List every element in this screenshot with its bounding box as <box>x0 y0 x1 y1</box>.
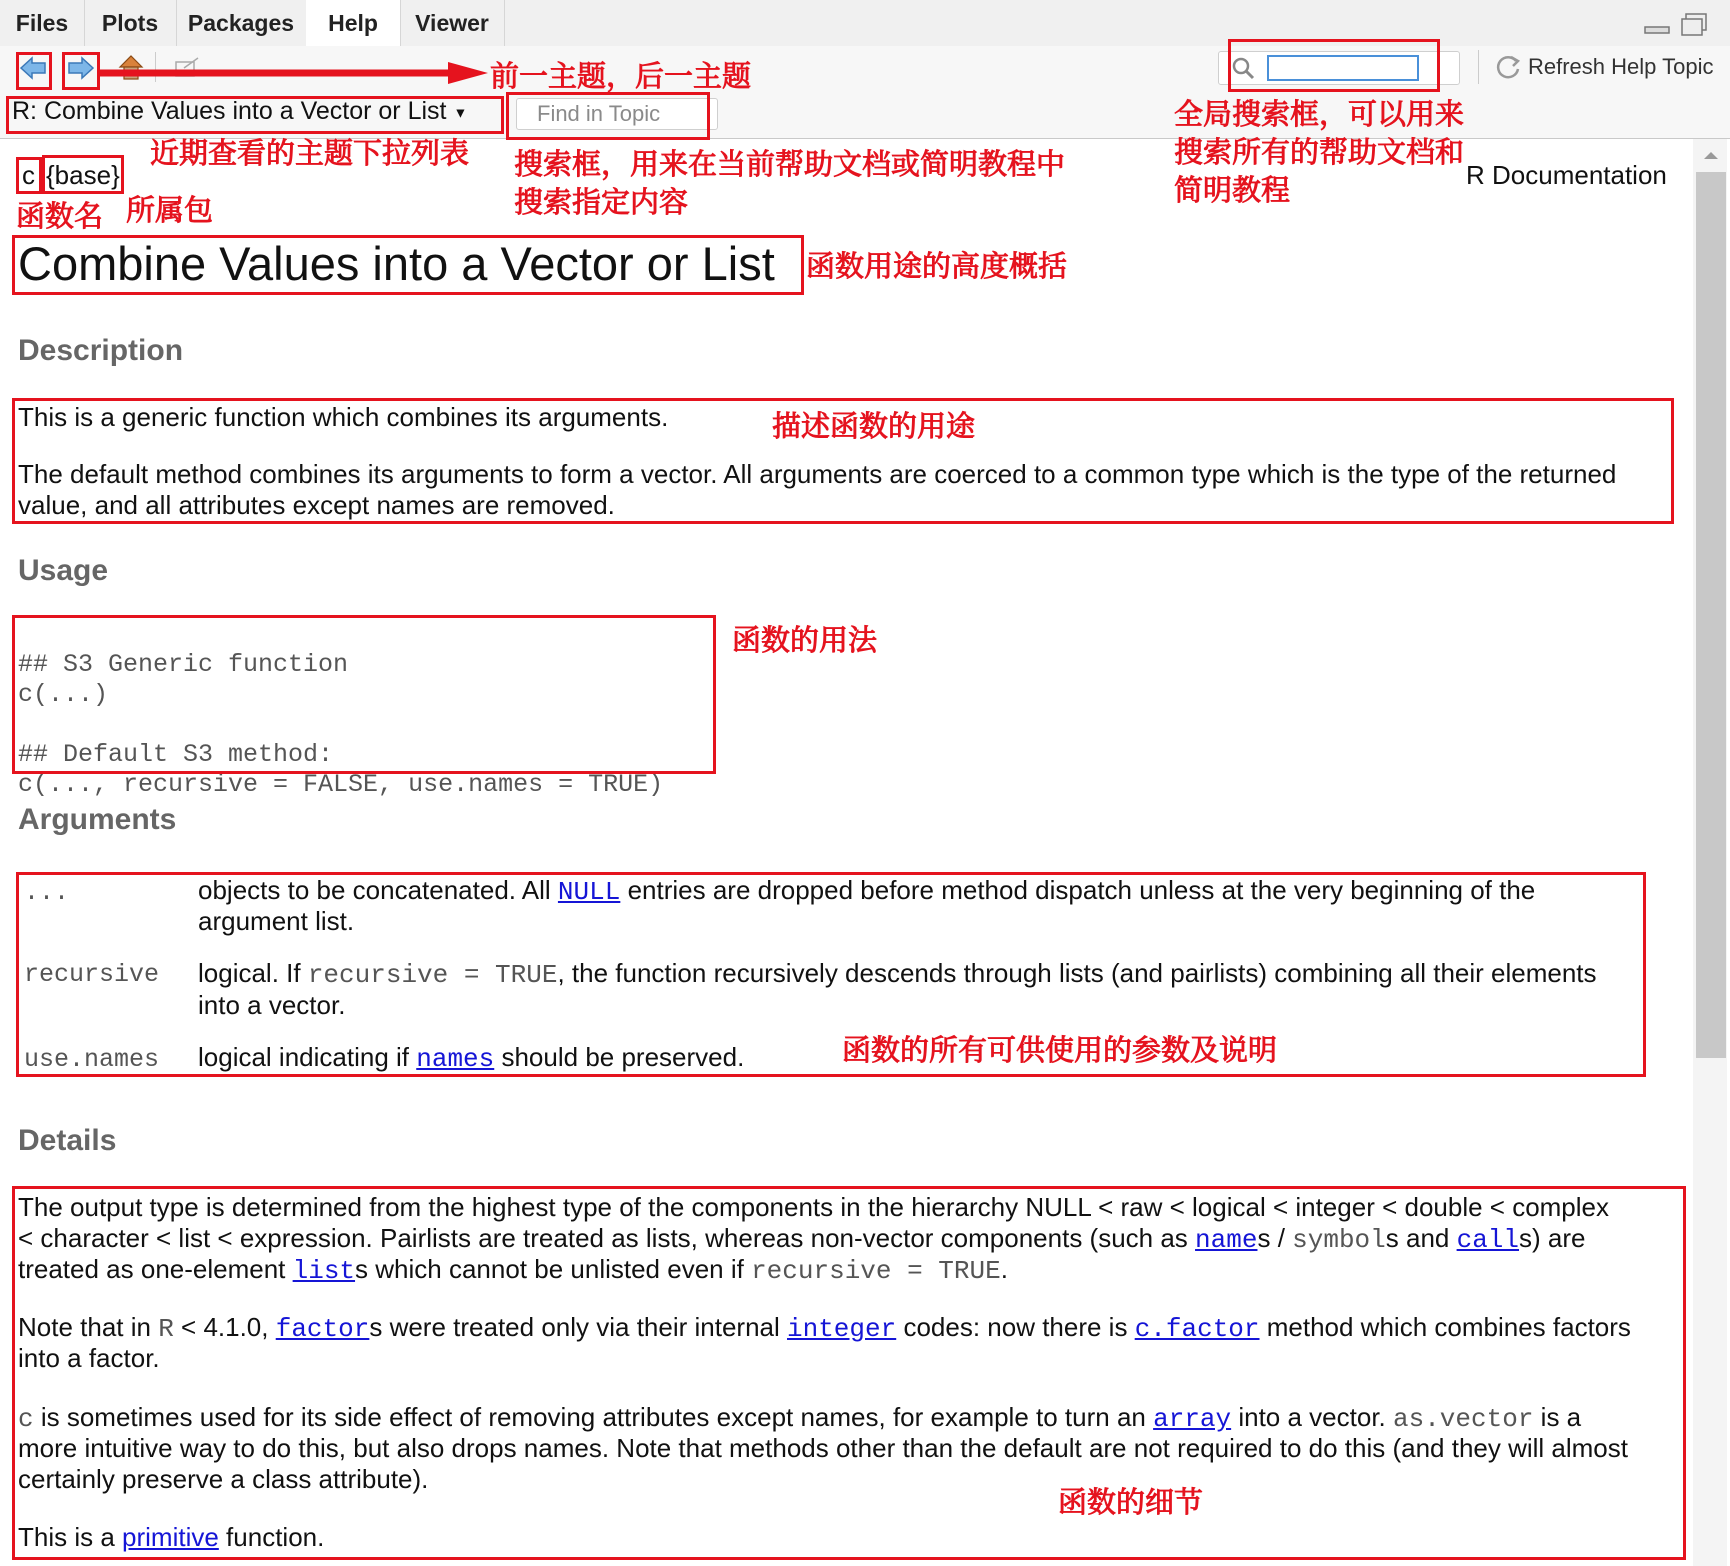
usage-heading: Usage <box>18 554 109 587</box>
details-heading: Details <box>18 1124 117 1157</box>
tab-viewer[interactable]: Viewer <box>400 0 505 46</box>
arg-name: ... <box>24 878 70 907</box>
usage-line: ## Default S3 method: <box>18 740 334 769</box>
arg-text: objects to be concatenated. All <box>198 875 558 905</box>
annotation-description: 描述函数的用途 <box>772 409 976 443</box>
function-name: c <box>22 160 35 190</box>
usage-line: ## S3 Generic function <box>18 650 349 679</box>
details-code: recursive = TRUE <box>751 1256 1001 1286</box>
annotation-box-details <box>12 1186 1686 1560</box>
annotation-box-usage <box>12 615 716 774</box>
annotation-arrow-icon <box>100 62 490 91</box>
r-documentation-label: R Documentation <box>1466 160 1667 190</box>
annotation-box-find-in-topic <box>506 92 710 140</box>
arg-text: , the function recursively descends through lists (and pairlists) combining all their elements <box>557 958 1597 988</box>
usage-line: c(...) <box>18 680 109 709</box>
details-code: R <box>158 1314 174 1344</box>
annotation-package: 所属包 <box>126 193 214 227</box>
annotation-box-back <box>16 52 52 90</box>
details-text: This is a <box>18 1522 123 1552</box>
names-link[interactable]: names <box>416 1044 495 1074</box>
annotation-details: 函数的细节 <box>1058 1485 1204 1519</box>
tab-files[interactable]: Files <box>0 0 85 46</box>
factor-link[interactable]: factor <box>275 1314 370 1344</box>
details-text: s / <box>1257 1223 1293 1253</box>
list-link[interactable]: list <box>292 1256 356 1286</box>
details-text: is sometimes used for its side effect of removing attributes except names, for example to turn an <box>33 1402 1154 1432</box>
toolbar-divider <box>1478 50 1479 84</box>
annotation-fn-name: 函数名 <box>16 199 104 233</box>
details-text: into a vector. <box>1231 1402 1393 1432</box>
minimize-icon[interactable] <box>1644 22 1672 41</box>
package-name: {base} <box>46 160 120 190</box>
description-paragraph-2a: The default method combines its arguments to form a vector. All arguments are coerced to a common type which is the type of the returned <box>18 459 1617 489</box>
details-text: Note that in <box>18 1312 159 1342</box>
arg-text: entries are dropped before method dispatch unless at the very beginning of the <box>620 875 1536 905</box>
details-text: method which combines factors <box>1259 1312 1631 1342</box>
usage-line: c(..., recursive = FALSE, use.names = TRUE) <box>18 770 664 799</box>
tab-packages[interactable]: Packages <box>176 0 307 46</box>
arg-text: should be preserved. <box>494 1042 745 1072</box>
details-text: s) are <box>1519 1223 1586 1253</box>
annotation-box-forward <box>62 52 100 90</box>
annotation-find-topic: 搜索指定内容 <box>514 185 689 219</box>
annotation-box-arguments <box>16 872 1646 1077</box>
details-text: function. <box>218 1522 325 1552</box>
arg-name: recursive <box>24 960 160 989</box>
arg-code: recursive = TRUE <box>307 960 558 990</box>
annotation-title: 函数用途的高度概括 <box>806 249 1068 283</box>
page-title: Combine Values into a Vector or List <box>18 237 775 290</box>
annotation-global-search: 搜索所有的帮助文档和 <box>1174 135 1465 169</box>
annotation-box-title <box>12 235 804 295</box>
annotation-recent-topics: 近期查看的主题下拉列表 <box>150 136 470 170</box>
arguments-heading: Arguments <box>18 803 177 836</box>
arg-description-cont: argument list. <box>198 906 355 936</box>
details-text: . <box>1000 1254 1008 1284</box>
annotation-nav: 前一主题，后一主题 <box>490 59 752 93</box>
details-text: < 4.1.0, <box>173 1312 276 1342</box>
refresh-help-topic-button[interactable]: Refresh Help Topic <box>1528 54 1714 79</box>
call-link[interactable]: call <box>1456 1225 1520 1255</box>
details-text: s were treated only via their internal <box>369 1312 787 1342</box>
details-text: codes: now there is <box>896 1312 1135 1342</box>
annotation-box-global-search <box>1228 39 1440 92</box>
pane-tab-bar <box>0 0 1730 47</box>
details-line: The output type is determined from the highest type of the components in the hierarchy NULL < raw < logical < integer < double < complex <box>18 1192 1610 1222</box>
array-link[interactable]: array <box>1153 1404 1232 1434</box>
description-paragraph-1: This is a generic function which combines its arguments. <box>18 402 669 432</box>
chevron-down-icon: ▼ <box>453 104 468 121</box>
arg-text: logical. If <box>198 958 308 988</box>
details-text: < character < list < expression. Pairlists are treated as lists, whereas non-vector components (such as <box>18 1223 1196 1253</box>
description-paragraph-2b: value, and all attributes except names are removed. <box>18 490 615 520</box>
annotation-find-topic: 搜索框，用来在当前帮助文档或简明教程中 <box>514 147 1066 181</box>
annotation-box-package <box>42 155 124 194</box>
annotation-usage: 函数的用法 <box>732 623 878 657</box>
details-line: certainly preserve a class attribute). <box>18 1464 429 1494</box>
name-link[interactable]: name <box>1195 1225 1258 1255</box>
maximize-icon[interactable] <box>1680 12 1710 43</box>
annotation-box-fn-name <box>16 157 42 194</box>
annotation-global-search: 简明教程 <box>1174 173 1291 207</box>
find-in-topic-input[interactable]: Find in Topic <box>516 98 718 130</box>
details-line: more intuitive way to do this, but also drops names. Note that methods other than the default are not required to do this (and they will almost <box>18 1433 1628 1463</box>
integer-link[interactable]: integer <box>787 1314 897 1344</box>
refresh-icon[interactable] <box>1494 53 1522 86</box>
annotation-arguments: 函数的所有可供使用的参数及说明 <box>842 1033 1278 1067</box>
primitive-link[interactable]: primitive <box>122 1522 219 1552</box>
tab-help[interactable]: Help <box>306 0 401 47</box>
details-text: s and <box>1385 1223 1457 1253</box>
arg-name: use.names <box>24 1045 160 1074</box>
c-factor-link[interactable]: c.factor <box>1134 1314 1260 1344</box>
scrollbar-thumb[interactable] <box>1696 172 1726 1058</box>
annotation-global-search: 全局搜索框，可以用来 <box>1174 97 1465 131</box>
scroll-up-icon[interactable] <box>1702 148 1720 166</box>
tab-plots[interactable]: Plots <box>84 0 177 46</box>
details-code: symbol <box>1292 1225 1386 1255</box>
details-text: s which cannot be unlisted even if <box>355 1254 752 1284</box>
topic-history-value: R: Combine Values into a Vector or List <box>12 97 447 125</box>
details-text: treated as one-element <box>18 1254 293 1284</box>
details-text: is a <box>1533 1402 1582 1432</box>
arg-text: logical indicating if <box>198 1042 417 1072</box>
annotation-box-topic-dropdown <box>6 96 504 134</box>
arg-description-cont: into a vector. <box>198 990 346 1020</box>
description-heading: Description <box>18 334 184 367</box>
details-code: as.vector <box>1393 1404 1534 1434</box>
details-line: into a factor. <box>18 1343 160 1373</box>
details-code: c <box>18 1404 34 1434</box>
null-link[interactable]: NULL <box>557 877 621 907</box>
